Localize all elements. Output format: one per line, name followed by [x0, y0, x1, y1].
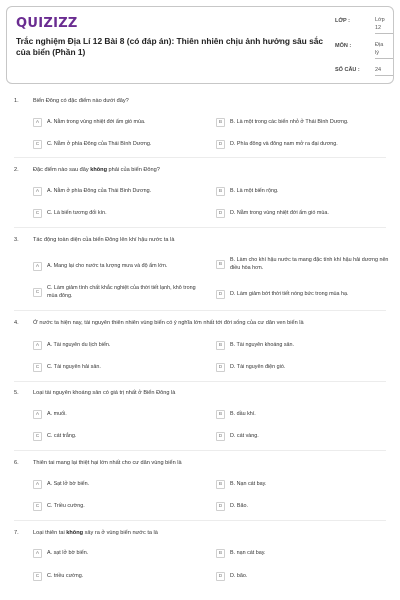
question-number: 6. [14, 460, 19, 466]
option-letter: C [33, 572, 42, 581]
option-letter: B [216, 118, 225, 127]
option-letter: A [33, 480, 42, 489]
option-d[interactable] [216, 572, 247, 581]
option-text: A. sạt lở bờ biển. [47, 549, 89, 556]
subject-value-line2: lý [375, 50, 379, 56]
option-a[interactable] [33, 187, 151, 196]
option-text: A. muối. [47, 410, 67, 417]
question-text: Ở nước ta hiện nay, tài nguyên thiên nhiên vùng biển có ý nghĩa lớn nhất tới đời sống của cư dân ven biển là [33, 320, 304, 326]
option-letter: D [216, 502, 225, 511]
question-text: Loại tài nguyên khoáng sản có giá trị nhất ở Biển Đông là [33, 390, 176, 396]
option-text: B. nạn cát bay. [230, 549, 266, 556]
worksheet-title: Trắc nghiệm Địa Lí 12 Bài 8 (có đáp án): Thiên nhiên chịu ảnh hưởng sâu sắc của biển (Phần 1) [16, 36, 324, 57]
emphasis-word: không [66, 530, 84, 536]
option-letter: A [33, 549, 42, 558]
option-letter: B [216, 187, 225, 196]
option-text: A. Sạt lở bờ biển. [47, 480, 90, 487]
option-letter: C [33, 432, 42, 441]
question-number: 2. [14, 167, 19, 173]
subject-underline [375, 58, 393, 59]
option-text: D. Bão. [230, 502, 248, 509]
option-a[interactable] [33, 262, 207, 271]
option-letter: D [216, 572, 225, 581]
option-b[interactable] [216, 257, 390, 272]
option-b[interactable] [216, 118, 348, 127]
question-number: 4. [14, 320, 19, 326]
option-text: D. Phía đông và đông nam mở ra đại dương. [230, 140, 338, 147]
class-value-line1: Lớp [375, 17, 385, 23]
option-text: B. Là một trong các biển nhỏ ở Thái Bình Dương. [230, 118, 349, 125]
option-d[interactable] [216, 432, 259, 441]
option-c[interactable] [33, 209, 107, 218]
option-text: C. triều cường. [47, 572, 84, 579]
option-text: C. Làm giảm tính chất khắc nghiệt của thời tiết lạnh, khô trong mùa đông. [47, 285, 196, 299]
option-text: B. dầu khí. [230, 410, 256, 417]
question-divider [14, 450, 386, 451]
option-text: A. Tài nguyên du lịch biển. [47, 341, 111, 348]
option-d[interactable] [216, 502, 248, 511]
question-count-value: 24 [375, 67, 382, 73]
option-letter: C [33, 288, 42, 297]
option-text: C. Là biển tương đối kín. [47, 209, 107, 216]
count-underline [375, 75, 393, 76]
option-d[interactable] [216, 290, 390, 299]
option-d[interactable] [216, 363, 285, 372]
option-b[interactable] [216, 341, 294, 350]
question-text: Biển Đông có đặc điểm nào dưới đây? [33, 98, 129, 104]
option-text: B. Nạn cát bay. [230, 480, 267, 487]
option-letter: A [33, 187, 42, 196]
option-c[interactable] [33, 502, 85, 511]
question-divider [14, 227, 386, 228]
option-letter: D [216, 209, 225, 218]
option-letter: A [33, 341, 42, 350]
question-number: 7. [14, 530, 19, 536]
option-text: D. cát vàng. [230, 432, 259, 439]
option-c[interactable] [33, 432, 76, 441]
subject-value-line1: Địa [375, 42, 384, 48]
question-count-label: SỐ CÂU : [335, 67, 360, 73]
option-letter: D [216, 140, 225, 149]
subject-label: MÔN : [335, 43, 352, 49]
option-c[interactable] [33, 572, 83, 581]
class-value-line2: 12 [375, 25, 382, 31]
question-number: 5. [14, 390, 19, 396]
option-text: A. Mang lại cho nước ta lượng mưa và độ ẩm lớn. [47, 262, 168, 269]
option-letter: D [216, 290, 225, 299]
option-letter: C [33, 502, 42, 511]
quizizz-logo: QUIZIZZ [16, 16, 78, 31]
option-letter: A [33, 262, 42, 271]
option-letter: C [33, 363, 42, 372]
option-c[interactable] [33, 140, 151, 149]
question-divider [14, 520, 386, 521]
option-text: D. bão. [230, 572, 248, 579]
option-c[interactable] [33, 285, 207, 300]
question-text: Tác động toàn diện của biển Đông lên khí hậu nước ta là [33, 237, 175, 243]
option-text: B. Là một biển rộng. [230, 187, 279, 194]
option-text: D. Làm giảm bớt thời tiết nóng bức trong mùa hạ. [230, 290, 349, 297]
option-letter: B [216, 341, 225, 350]
option-text: D. Tài nguyên điện gió. [230, 363, 286, 370]
option-letter: A [33, 410, 42, 419]
option-letter: B [216, 480, 225, 489]
option-b[interactable] [216, 480, 266, 489]
option-text: B. Tài nguyên khoáng sản. [230, 341, 295, 348]
option-letter: B [216, 549, 225, 558]
option-a[interactable] [33, 341, 110, 350]
question-number: 3. [14, 237, 19, 243]
option-d[interactable] [216, 140, 338, 149]
option-d[interactable] [216, 209, 329, 218]
option-letter: D [216, 363, 225, 372]
option-c[interactable] [33, 363, 101, 372]
option-b[interactable] [216, 187, 279, 196]
option-letter: C [33, 209, 42, 218]
question-text: Đặc điểm nào sau đây không phải của biển Đông? [33, 167, 160, 173]
worksheet-header [6, 6, 394, 84]
option-text: A. Nằm ở phía Đông của Thái Bình Dương. [47, 187, 152, 194]
question-text: Thiên tai mang lại thiệt hại lớn nhất cho cư dân vùng biển là [33, 460, 182, 466]
question-number: 1. [14, 98, 19, 104]
question-divider [14, 157, 386, 158]
option-text: C. Nằm ở phía Đông của Thái Bình Dương. [47, 140, 152, 147]
option-text: C. Tài nguyên hải sản. [47, 363, 101, 370]
option-letter: B [216, 410, 225, 419]
class-underline [375, 33, 393, 34]
option-text: C. cát trắng. [47, 432, 77, 439]
option-text: B. Làm cho khí hậu nước ta mang đặc tính khí hậu hải dương nên điều hòa hơn. [230, 257, 389, 271]
option-a[interactable] [33, 118, 146, 127]
option-text: D. Nằm trong vùng nhiệt đới ẩm gió mùa. [230, 209, 329, 216]
option-a[interactable] [33, 480, 89, 489]
emphasis-word: không [90, 167, 107, 173]
option-letter: C [33, 140, 42, 149]
option-a[interactable] [33, 549, 88, 558]
question-text: Loại thiên tai không xảy ra ở vùng biển nước ta là [33, 530, 158, 536]
question-divider [14, 310, 386, 311]
option-b[interactable] [216, 410, 256, 419]
class-label: LỚP : [335, 18, 350, 24]
option-a[interactable] [33, 410, 67, 419]
option-text: C. Triều cường. [47, 502, 85, 509]
option-letter: D [216, 432, 225, 441]
option-letter: B [216, 260, 225, 269]
option-b[interactable] [216, 549, 266, 558]
question-divider [14, 381, 386, 382]
option-text: A. Nằm trong vùng nhiệt đới ẩm gió mùa. [47, 118, 146, 125]
option-letter: A [33, 118, 42, 127]
